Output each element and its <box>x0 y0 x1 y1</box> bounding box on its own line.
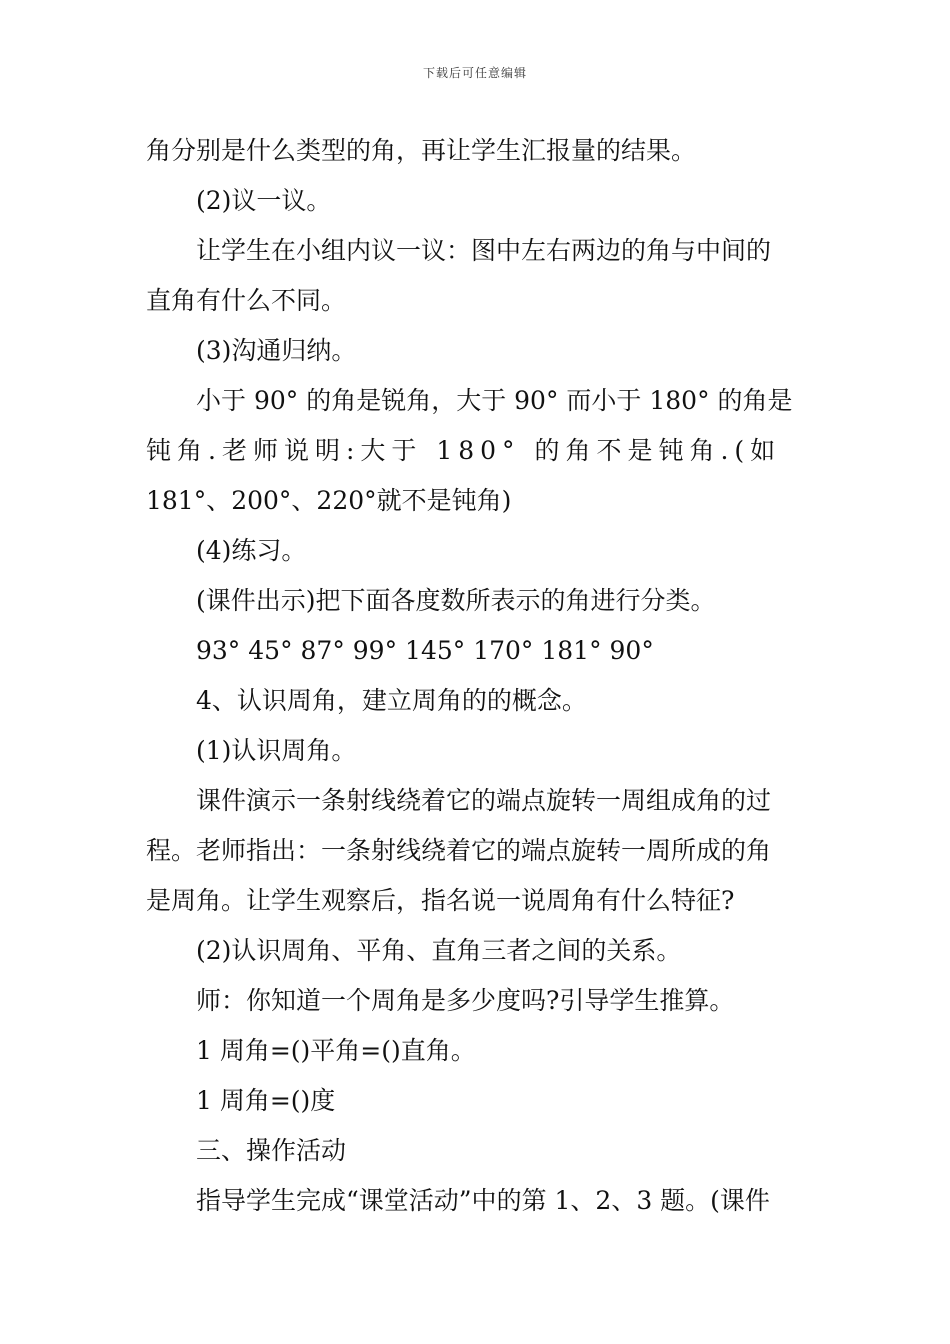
paragraph-line: 1 周角=()平角=()直角。 <box>196 1036 476 1065</box>
paragraph-line: 1 周角=()度 <box>196 1086 336 1115</box>
paragraph-line: 181°、200°、220°就不是钝角) <box>146 486 512 515</box>
paragraph-line: (1)认识周角。 <box>196 736 357 765</box>
page-header-note: 下载后可任意编辑 <box>422 66 527 80</box>
paragraph-line: 钝角.老师说明:大于 180° 的角不是钝角.(如 <box>146 436 782 465</box>
paragraph-line: 指导学生完成“课堂活动”中的第 1、2、3 题。(课件 <box>196 1186 770 1215</box>
paragraph-line: (课件出示)把下面各度数所表示的角进行分类。 <box>196 586 716 615</box>
paragraph-line: 是周角。让学生观察后，指名说一说周角有什么特征? <box>146 886 735 915</box>
paragraph-line: (2)议一议。 <box>196 186 332 215</box>
paragraph-line: 小于 90° 的角是锐角，大于 90° 而小于 180° 的角是 <box>196 386 793 415</box>
paragraph-line: 角分别是什么类型的角，再让学生汇报量的结果。 <box>146 136 697 165</box>
paragraph-line: (4)练习。 <box>196 536 307 565</box>
paragraph-line: 课件演示一条射线绕着它的端点旋转一周组成角的过 <box>196 786 772 815</box>
document-body <box>146 126 808 1226</box>
paragraph-line: (2)认识周角、平角、直角三者之间的关系。 <box>196 936 682 965</box>
paragraph-line: 4、认识周角，建立周角的的概念。 <box>196 686 587 715</box>
paragraph-line: 93° 45° 87° 99° 145° 170° 181° 90° <box>196 636 654 665</box>
paragraph-line: 让学生在小组内议一议：图中左右两边的角与中间的 <box>196 236 772 265</box>
paragraph-line: 师：你知道一个周角是多少度吗?引导学生推算。 <box>196 986 735 1015</box>
paragraph-line: 三、操作活动 <box>196 1136 347 1165</box>
paragraph-line: 程。老师指出：一条射线绕着它的端点旋转一周所成的角 <box>146 836 772 865</box>
paragraph-line: (3)沟通归纳。 <box>196 336 357 365</box>
paragraph-line: 直角有什么不同。 <box>146 286 347 315</box>
